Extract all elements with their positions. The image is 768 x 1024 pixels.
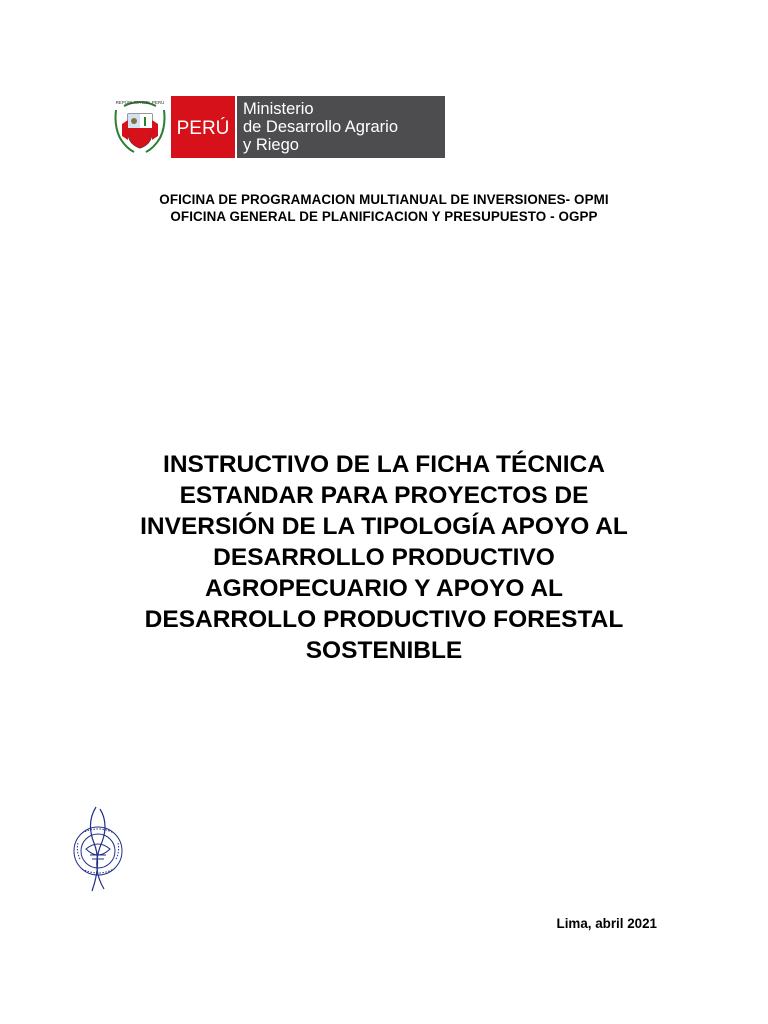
ministry-logo: [112, 96, 445, 158]
title-line: INVERSIÓN DE LA TIPOLOGÍA APOYO AL: [140, 513, 628, 540]
place-date: Lima, abril 2021: [556, 916, 657, 931]
coat-of-arms-icon: [116, 102, 165, 152]
title-line: AGROPECUARIO Y APOYO AL: [204, 575, 564, 602]
title-line: ESTANDAR PARA PROYECTOS DE: [179, 482, 589, 509]
office-header-line-1: OFICINA DE PROGRAMACION MULTIANUAL DE INVERSIONES- OPMI: [159, 192, 609, 207]
document-title: [90, 449, 678, 666]
country-label: PERÚ: [176, 118, 230, 139]
title-line: SOSTENIBLE: [305, 637, 463, 664]
title-line: INSTRUCTIVO DE LA FICHA TÉCNICA: [163, 451, 605, 478]
office-header-line-2: OFICINA GENERAL DE PLANIFICACION Y PRESUPUESTO - OGPP: [170, 209, 598, 224]
ministry-line-3: y Riego: [243, 136, 299, 154]
office-header: [0, 191, 768, 225]
title-line: DESARROLLO PRODUCTIVO FORESTAL: [144, 606, 624, 633]
seal-text: REPÚBLICA DEL PERÚ: [115, 100, 165, 105]
ministry-line-2: de Desarrollo Agrario: [243, 118, 398, 136]
title-line: DESARROLLO PRODUCTIVO: [213, 544, 555, 571]
stamp-icon: [66, 803, 132, 895]
official-stamp: [66, 803, 132, 895]
ministry-line-1: Ministerio: [243, 100, 314, 118]
